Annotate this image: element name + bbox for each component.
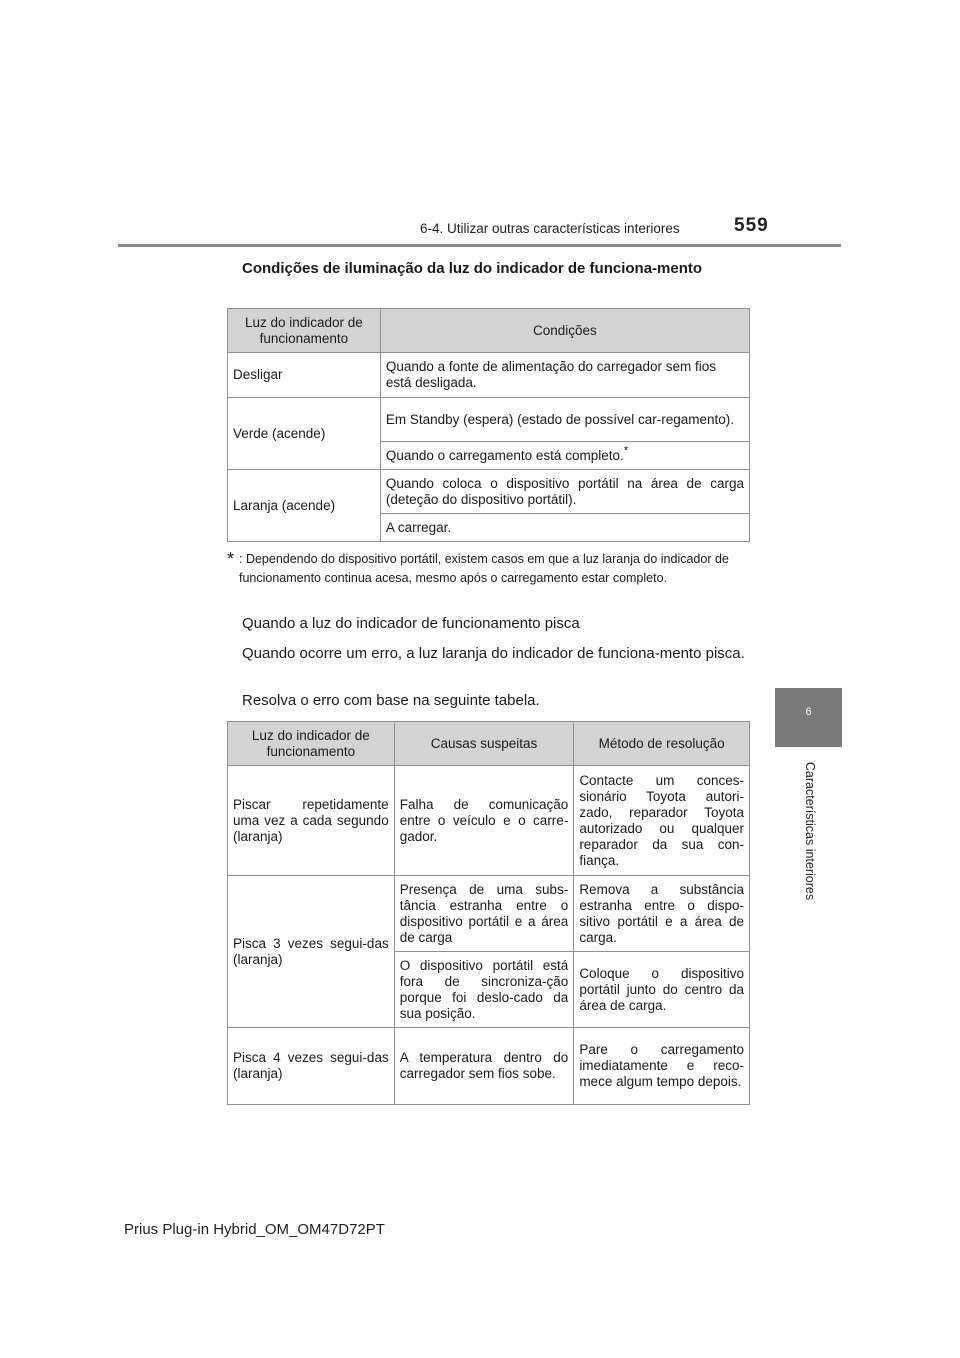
footnote-text: : Dependendo do dispositivo portátil, existem casos em que a luz laranja do indicador de funcionamento continua acesa, mesmo após o carregamento estar completo. — [239, 552, 729, 585]
table-cell: Quando a fonte de alimentação do carregador sem fios está desligada. — [380, 353, 749, 398]
table-header: Causas suspeitas — [394, 722, 574, 766]
footnote-marker: * — [227, 549, 235, 569]
table-cell: Presença de uma subs-tância estranha entre o dispositivo portátil e a área de carga — [394, 876, 574, 952]
subheading: Quando a luz do indicador de funcionamento pisca — [242, 615, 580, 632]
table-cell: Contacte um conces-sionário Toyota autori-zado, reparador Toyota autorizado ou qualquer reparador da sua con-fiança. — [574, 766, 750, 876]
header-divider — [118, 244, 841, 247]
table-cell: Laranja (acende) — [228, 470, 381, 542]
footnote — [227, 550, 747, 588]
error-resolution-table — [227, 721, 750, 1105]
table-cell: Verde (acende) — [228, 398, 381, 470]
table-row — [228, 1028, 750, 1105]
table-cell: A temperatura dentro do carregador sem fios sobe. — [394, 1028, 574, 1105]
table-row — [228, 398, 750, 442]
table-cell: Coloque o dispositivo portátil junto do centro da área de carga. — [574, 952, 750, 1028]
table-cell: Piscar repetidamente uma vez a cada segundo (laranja) — [228, 766, 395, 876]
chapter-label: Características interiores — [803, 761, 817, 901]
table-row — [228, 876, 750, 952]
table-cell: Pisca 4 vezes segui-das (laranja) — [228, 1028, 395, 1105]
document-footer: Prius Plug-in Hybrid_OM_OM47D72PT — [124, 1221, 385, 1238]
table-cell: Em Standby (espera) (estado de possível car-regamento). — [380, 398, 749, 442]
table-cell: Falha de comunicação entre o veículo e o carre-gador. — [394, 766, 574, 876]
asterisk-mark: * — [623, 443, 629, 457]
table-cell: Pisca 3 vezes segui-das (laranja) — [228, 876, 395, 1028]
chapter-number: 6 — [805, 706, 812, 718]
table-header: Luz do indicador de funcionamento — [228, 722, 395, 766]
page-number: 559 — [734, 215, 769, 236]
table-cell — [380, 442, 749, 470]
indicator-conditions-table — [227, 308, 750, 542]
paragraph: Quando ocorre um erro, a luz laranja do indicador de funciona-mento pisca. — [242, 645, 745, 662]
table-row — [228, 470, 750, 514]
table-cell: A carregar. — [380, 514, 749, 542]
table-cell: Pare o carregamento imediatamente e reco-mece algum tempo depois. — [574, 1028, 750, 1105]
table-header: Luz do indicador de funcionamento — [228, 309, 381, 353]
paragraph: Resolva o erro com base na seguinte tabela. — [242, 692, 540, 709]
chapter-tab[interactable] — [775, 688, 842, 747]
table-cell: Desligar — [228, 353, 381, 398]
table-row — [228, 766, 750, 876]
table-cell-text: Quando o carregamento está completo. — [385, 447, 624, 463]
table-cell: O dispositivo portátil está fora de sincroniza-ção porque foi deslo-cado da sua posição. — [394, 952, 574, 1028]
header-section-title: 6-4. Utilizar outras características interiores — [420, 221, 680, 236]
table-cell: Quando coloca o dispositivo portátil na área de carga (deteção do dispositivo portátil). — [380, 470, 749, 514]
table-header: Condições — [380, 309, 749, 353]
section-title: Condições de iluminação da luz do indicador de funciona-mento — [242, 260, 703, 277]
table-row — [228, 353, 750, 398]
table-cell: Remova a substância estranha entre o dispo-sitivo portátil e a área de carga. — [574, 876, 750, 952]
table-header: Método de resolução — [574, 722, 750, 766]
